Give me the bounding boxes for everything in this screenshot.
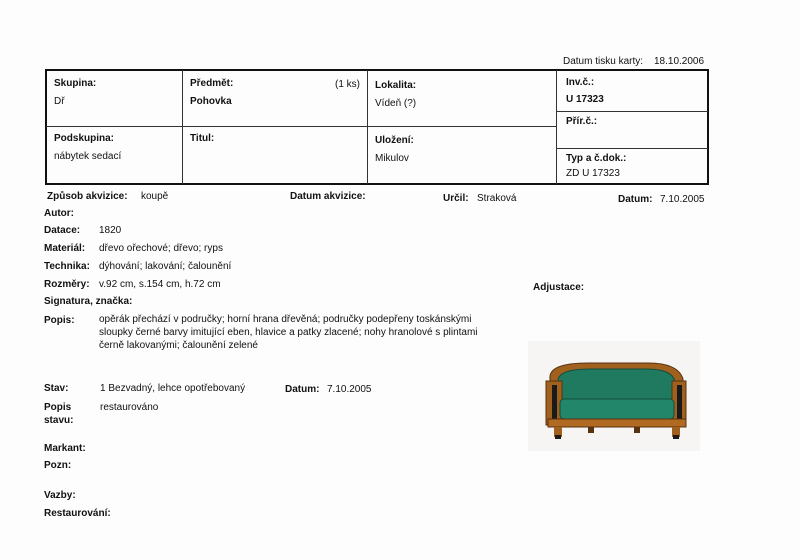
vazby-label: Vazby:: [44, 490, 76, 501]
ulozeni-label: Uložení:: [375, 135, 414, 146]
print-date-label: Datum tisku karty:: [563, 56, 644, 67]
stav-datum-label: Datum:: [285, 384, 320, 395]
header-divider: [367, 70, 368, 184]
material-value: dřevo ořechové; dřevo; ryps: [99, 243, 223, 254]
lokalita-value: Vídeň (?): [375, 98, 417, 109]
typ-label: Typ a č.dok.:: [566, 153, 627, 164]
datum-label: Datum:: [618, 194, 653, 205]
datum-value: 7.10.2005: [660, 194, 705, 205]
ulozeni-value: Mikulov: [375, 153, 409, 164]
prir-label: Přír.č.:: [566, 116, 598, 127]
header-divider: [46, 126, 556, 127]
datum-akvizice-label: Datum akvizice:: [290, 191, 366, 202]
predmet-value: Pohovka: [190, 96, 232, 107]
titul-label: Titul:: [190, 133, 215, 144]
print-date: 18.10.2006: [654, 56, 705, 67]
datace-label: Datace:: [44, 225, 81, 236]
header-divider: [182, 70, 183, 184]
signatura-label: Signatura, značka:: [44, 296, 133, 307]
technika-value: dýhování; lakování; čalounění: [99, 261, 232, 272]
urcil-label: Určil:: [443, 193, 469, 204]
sofa-drawing: [528, 341, 700, 451]
inv-label: Inv.č.:: [566, 77, 595, 88]
stav-label: Stav:: [44, 383, 69, 394]
material-label: Materiál:: [44, 243, 86, 254]
rozmery-value: v.92 cm, s.154 cm, h.72 cm: [99, 279, 221, 290]
sofa-photo: [528, 341, 700, 451]
popis-stavu-label-line-1: Popis: [44, 402, 72, 413]
adjustace-label: Adjustace:: [533, 282, 585, 293]
skupina-value: Dř: [54, 96, 65, 107]
pozn-label: Pozn:: [44, 460, 72, 471]
inv-value: U 17323: [566, 94, 604, 105]
markant-label: Markant:: [44, 443, 86, 454]
header-divider: [556, 70, 557, 184]
podskupina-value: nábytek sedací: [54, 151, 122, 162]
popis-stavu-value: restaurováno: [100, 402, 159, 413]
urcil-value: Straková: [477, 193, 517, 204]
popis-stavu-label-line-2: stavu:: [44, 415, 74, 426]
popis-line-3: černě lakovanými; čalounění zelené: [99, 340, 258, 351]
typ-value: ZD U 17323: [566, 168, 620, 179]
popis-line-2: sloupky černé barvy imitující eben, hlavice a patky zlacené; nohy hranolové s plintami: [99, 327, 478, 338]
header-divider: [557, 111, 708, 112]
zpusob-akvizice-label: Způsob akvizice:: [47, 191, 128, 202]
rozmery-label: Rozměry:: [44, 279, 90, 290]
technika-label: Technika:: [44, 261, 90, 272]
stav-value: 1 Bezvadný, lehce opotřebovaný: [100, 383, 246, 394]
datace-value: 1820: [99, 225, 122, 236]
predmet-label: Předmět:: [190, 78, 234, 89]
predmet-count: (1 ks): [335, 79, 360, 90]
lokalita-label: Lokalita:: [375, 80, 417, 91]
skupina-label: Skupina:: [54, 78, 97, 89]
header-divider: [557, 148, 708, 149]
popis-line-1: opěrák přechází v područky; horní hrana dřevěná; područky podepřeny toskánskými: [99, 314, 472, 325]
popis-stavu-label: [44, 401, 73, 427]
stav-datum-value: 7.10.2005: [327, 384, 372, 395]
restaurovani-label: Restaurování:: [44, 508, 111, 519]
popis-label: Popis:: [44, 315, 75, 326]
zpusob-akvizice-value: koupě: [141, 191, 169, 202]
autor-label: Autor:: [44, 208, 74, 219]
podskupina-label: Podskupina:: [54, 133, 115, 144]
